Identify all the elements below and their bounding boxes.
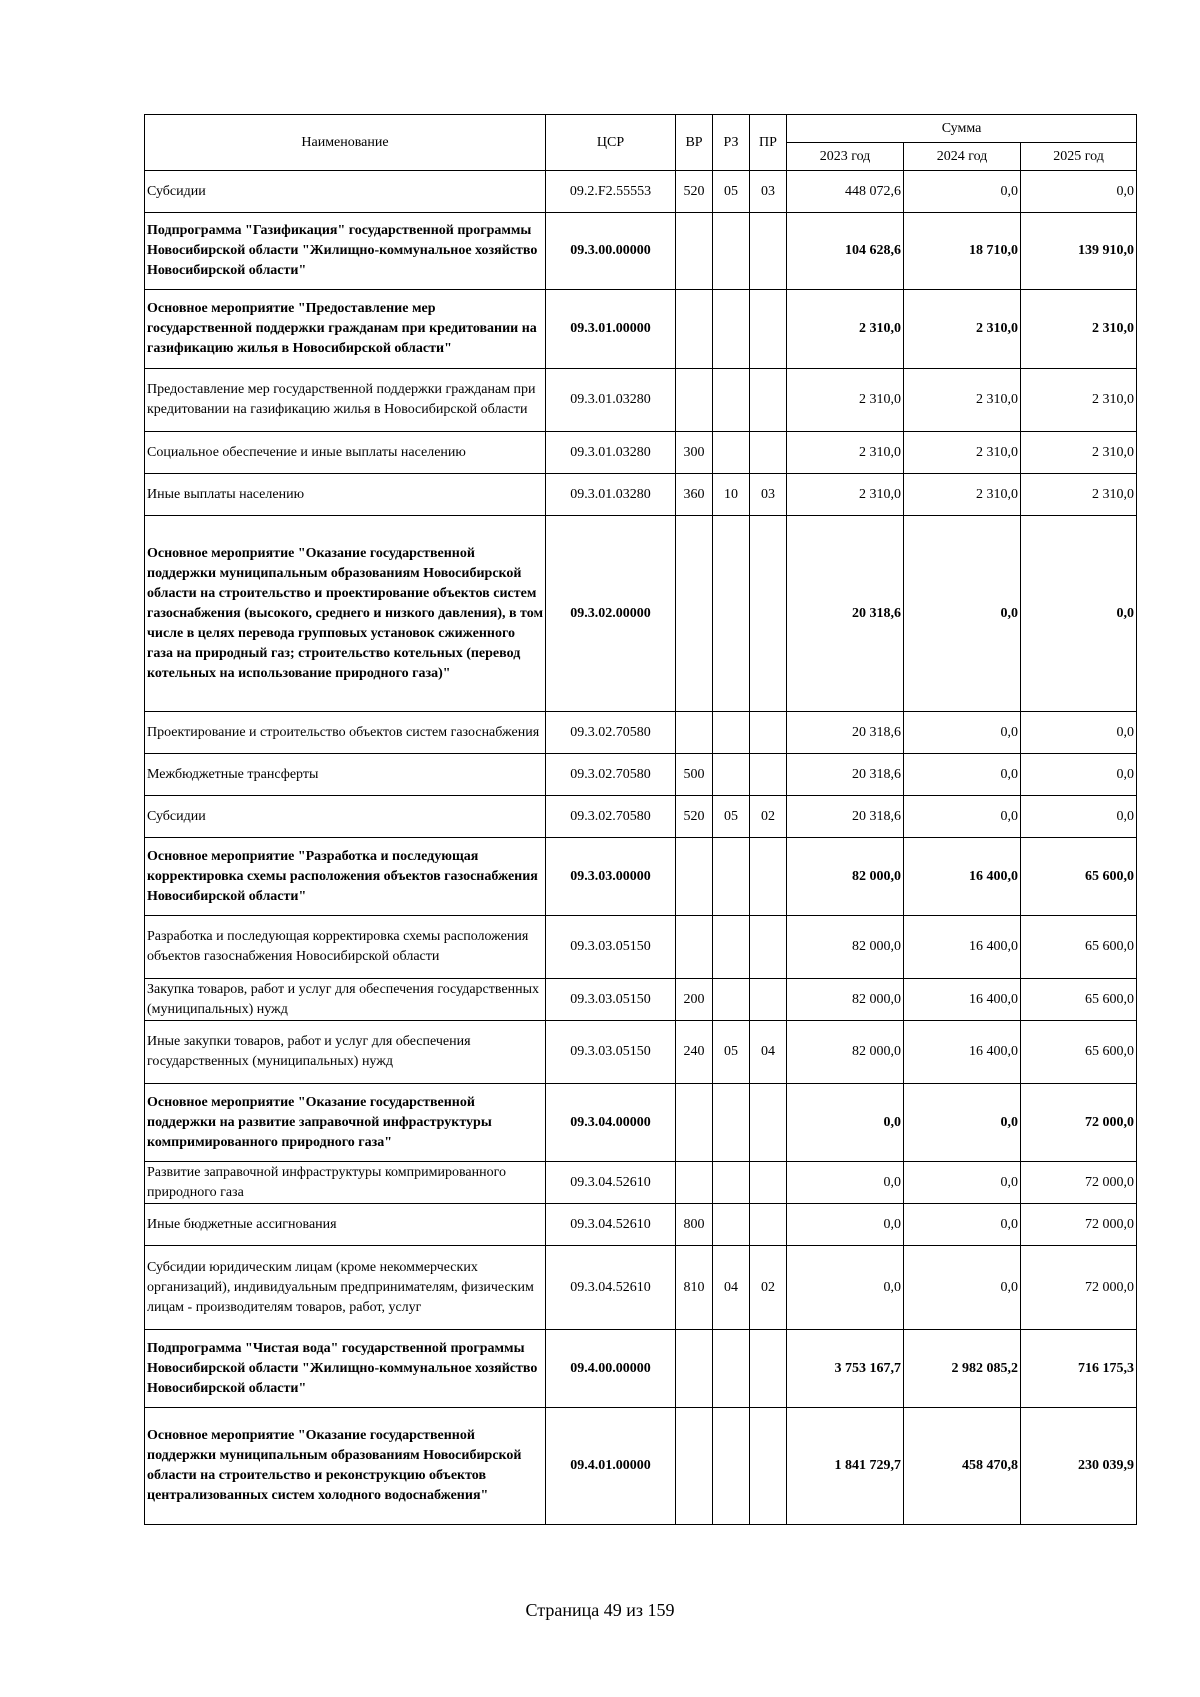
table-row: [145, 796, 1137, 838]
table-row: [145, 754, 1137, 796]
row-name: Проектирование и строительство объектов систем газоснабжения: [145, 712, 546, 754]
row-pr: [750, 838, 787, 916]
row-pr: [750, 1162, 787, 1204]
row-vr: [676, 1330, 713, 1408]
table-row: [145, 1162, 1137, 1204]
row-csr: 09.3.00.00000: [546, 213, 676, 290]
row-rz: [713, 1408, 750, 1525]
row-vr: [676, 290, 713, 369]
row-2025: 65 600,0: [1021, 979, 1137, 1021]
row-2023: 448 072,6: [787, 171, 904, 213]
row-2025: 139 910,0: [1021, 213, 1137, 290]
row-csr: 09.2.F2.55553: [546, 171, 676, 213]
row-name: Основное мероприятие "Оказание государственной поддержки на развитие заправочной инфраструктуры компримированного природного газа": [145, 1084, 546, 1162]
row-rz: [713, 979, 750, 1021]
row-csr: 09.3.03.00000: [546, 838, 676, 916]
row-pr: 03: [750, 474, 787, 516]
row-2025: 0,0: [1021, 516, 1137, 712]
row-2024: 2 310,0: [904, 474, 1021, 516]
row-2023: 0,0: [787, 1162, 904, 1204]
table-row: [145, 474, 1137, 516]
row-vr: 520: [676, 796, 713, 838]
row-vr: 240: [676, 1021, 713, 1084]
table-row: [145, 1084, 1137, 1162]
row-rz: 04: [713, 1246, 750, 1330]
row-name: Основное мероприятие "Оказание государственной поддержки муниципальным образованиям Новосибирской области на строительство и проектирование объектов систем газоснабжения (высокого, среднего и низкого давления), в том числе в целях перевода групповых установок сжиженного газа на природный газ; строительство котельных (перевод котельных на использование природного газа)": [145, 516, 546, 712]
table-row: [145, 1408, 1137, 1525]
row-rz: [713, 838, 750, 916]
row-2025: 72 000,0: [1021, 1162, 1137, 1204]
row-2025: 0,0: [1021, 796, 1137, 838]
table-row: [145, 838, 1137, 916]
row-pr: [750, 979, 787, 1021]
row-2024: 16 400,0: [904, 916, 1021, 979]
row-pr: [750, 432, 787, 474]
row-rz: [713, 213, 750, 290]
row-2025: 0,0: [1021, 712, 1137, 754]
row-2024: 16 400,0: [904, 1021, 1021, 1084]
row-2023: 0,0: [787, 1084, 904, 1162]
row-csr: 09.4.00.00000: [546, 1330, 676, 1408]
table-row: [145, 213, 1137, 290]
row-csr: 09.3.04.00000: [546, 1084, 676, 1162]
row-vr: [676, 1162, 713, 1204]
row-csr: 09.3.02.70580: [546, 796, 676, 838]
row-2023: 82 000,0: [787, 1021, 904, 1084]
col-header-name: Наименование: [145, 115, 546, 171]
row-name: Подпрограмма "Газификация" государственной программы Новосибирской области "Жилищно-коммунальное хозяйство Новосибирской области": [145, 213, 546, 290]
row-name: Иные бюджетные ассигнования: [145, 1204, 546, 1246]
row-2023: 2 310,0: [787, 432, 904, 474]
row-rz: [713, 1204, 750, 1246]
row-2023: 104 628,6: [787, 213, 904, 290]
row-2025: 72 000,0: [1021, 1204, 1137, 1246]
table-row: [145, 1204, 1137, 1246]
row-2024: 2 310,0: [904, 290, 1021, 369]
row-2025: 2 310,0: [1021, 369, 1137, 432]
col-header-2023: 2023 год: [787, 143, 904, 171]
row-csr: 09.3.01.03280: [546, 369, 676, 432]
row-rz: [713, 290, 750, 369]
row-name: Иные выплаты населению: [145, 474, 546, 516]
page-number: Страница 49 из 159: [525, 1600, 675, 1620]
row-pr: [750, 1204, 787, 1246]
row-2024: 0,0: [904, 754, 1021, 796]
row-2023: 20 318,6: [787, 796, 904, 838]
row-csr: 09.3.01.03280: [546, 432, 676, 474]
row-name: Закупка товаров, работ и услуг для обеспечения государственных (муниципальных) нужд: [145, 979, 546, 1021]
table-row: [145, 516, 1137, 712]
table-row: [145, 290, 1137, 369]
row-2023: 82 000,0: [787, 916, 904, 979]
row-pr: [750, 213, 787, 290]
row-2025: 2 310,0: [1021, 474, 1137, 516]
table-row: [145, 712, 1137, 754]
col-header-2024: 2024 год: [904, 143, 1021, 171]
row-2023: 2 310,0: [787, 474, 904, 516]
row-rz: 05: [713, 796, 750, 838]
row-pr: 02: [750, 796, 787, 838]
row-2024: 0,0: [904, 796, 1021, 838]
row-rz: [713, 916, 750, 979]
row-csr: 09.4.01.00000: [546, 1408, 676, 1525]
row-csr: 09.3.03.05150: [546, 1021, 676, 1084]
row-2025: 230 039,9: [1021, 1408, 1137, 1525]
col-header-2025: 2025 год: [1021, 143, 1137, 171]
row-rz: 05: [713, 1021, 750, 1084]
row-name: Социальное обеспечение и иные выплаты населению: [145, 432, 546, 474]
row-2024: 0,0: [904, 1204, 1021, 1246]
row-name: Основное мероприятие "Оказание государственной поддержки муниципальным образованиям Новосибирской области на строительство и реконструкцию объектов централизованных систем холодного водоснабжения": [145, 1408, 546, 1525]
row-name: Основное мероприятие "Разработка и последующая корректировка схемы расположения объектов газоснабжения Новосибирской области": [145, 838, 546, 916]
row-2024: 0,0: [904, 171, 1021, 213]
budget-table: [144, 114, 1137, 1525]
row-vr: [676, 712, 713, 754]
row-2023: 1 841 729,7: [787, 1408, 904, 1525]
row-2024: 0,0: [904, 1162, 1021, 1204]
row-rz: [713, 754, 750, 796]
row-name: Развитие заправочной инфраструктуры компримированного природного газа: [145, 1162, 546, 1204]
row-vr: 200: [676, 979, 713, 1021]
row-pr: 02: [750, 1246, 787, 1330]
row-2024: 2 982 085,2: [904, 1330, 1021, 1408]
row-2024: 16 400,0: [904, 979, 1021, 1021]
row-2023: 20 318,6: [787, 754, 904, 796]
row-pr: [750, 754, 787, 796]
row-2023: 3 753 167,7: [787, 1330, 904, 1408]
row-vr: 810: [676, 1246, 713, 1330]
row-rz: 05: [713, 171, 750, 213]
row-2023: 2 310,0: [787, 369, 904, 432]
row-rz: [713, 369, 750, 432]
row-name: Подпрограмма "Чистая вода" государственной программы Новосибирской области "Жилищно-коммунальное хозяйство Новосибирской области": [145, 1330, 546, 1408]
row-name: Субсидии: [145, 171, 546, 213]
row-csr: 09.3.04.52610: [546, 1246, 676, 1330]
row-name: Основное мероприятие "Предоставление мер государственной поддержки гражданам при кредитовании на газификацию жилья в Новосибирской области": [145, 290, 546, 369]
row-csr: 09.3.01.00000: [546, 290, 676, 369]
row-csr: 09.3.04.52610: [546, 1162, 676, 1204]
row-2024: 2 310,0: [904, 369, 1021, 432]
row-name: Субсидии юридическим лицам (кроме некоммерческих организаций), индивидуальным предпринимателям, физическим лицам - производителям товаров, работ, услуг: [145, 1246, 546, 1330]
col-header-pr: ПР: [750, 115, 787, 171]
col-header-sum: Сумма: [787, 115, 1137, 143]
row-pr: [750, 916, 787, 979]
row-2023: 20 318,6: [787, 712, 904, 754]
row-pr: [750, 290, 787, 369]
row-2025: 65 600,0: [1021, 1021, 1137, 1084]
row-rz: [713, 712, 750, 754]
row-rz: [713, 1162, 750, 1204]
row-vr: [676, 213, 713, 290]
row-2024: 0,0: [904, 1246, 1021, 1330]
row-vr: 520: [676, 171, 713, 213]
row-vr: [676, 369, 713, 432]
row-2024: 458 470,8: [904, 1408, 1021, 1525]
row-2023: 0,0: [787, 1246, 904, 1330]
table-row: [145, 432, 1137, 474]
row-name: Иные закупки товаров, работ и услуг для обеспечения государственных (муниципальных) нужд: [145, 1021, 546, 1084]
row-vr: [676, 838, 713, 916]
row-rz: [713, 1084, 750, 1162]
row-rz: [713, 432, 750, 474]
row-csr: 09.3.02.00000: [546, 516, 676, 712]
row-2024: 0,0: [904, 712, 1021, 754]
row-rz: [713, 1330, 750, 1408]
row-2023: 82 000,0: [787, 979, 904, 1021]
row-2025: 65 600,0: [1021, 838, 1137, 916]
row-csr: 09.3.02.70580: [546, 712, 676, 754]
row-pr: [750, 712, 787, 754]
row-rz: 10: [713, 474, 750, 516]
row-2024: 0,0: [904, 516, 1021, 712]
row-csr: 09.3.02.70580: [546, 754, 676, 796]
row-vr: 800: [676, 1204, 713, 1246]
row-2025: 72 000,0: [1021, 1246, 1137, 1330]
row-2025: 716 175,3: [1021, 1330, 1137, 1408]
row-2023: 0,0: [787, 1204, 904, 1246]
row-vr: [676, 916, 713, 979]
row-vr: [676, 516, 713, 712]
row-name: Межбюджетные трансферты: [145, 754, 546, 796]
row-csr: 09.3.03.05150: [546, 979, 676, 1021]
row-vr: 360: [676, 474, 713, 516]
row-2025: 0,0: [1021, 754, 1137, 796]
row-2025: 65 600,0: [1021, 916, 1137, 979]
table-row: [145, 171, 1137, 213]
row-pr: [750, 369, 787, 432]
row-pr: [750, 1084, 787, 1162]
row-2024: 18 710,0: [904, 213, 1021, 290]
table-row: [145, 916, 1137, 979]
row-pr: [750, 1330, 787, 1408]
row-pr: [750, 1408, 787, 1525]
row-name: Разработка и последующая корректировка схемы расположения объектов газоснабжения Новосибирской области: [145, 916, 546, 979]
header-row-1: [145, 115, 1137, 143]
row-2025: 2 310,0: [1021, 432, 1137, 474]
row-csr: 09.3.04.52610: [546, 1204, 676, 1246]
row-2025: 2 310,0: [1021, 290, 1137, 369]
table-row: [145, 1246, 1137, 1330]
row-2025: 0,0: [1021, 171, 1137, 213]
row-2024: 16 400,0: [904, 838, 1021, 916]
table-row: [145, 1021, 1137, 1084]
row-vr: 500: [676, 754, 713, 796]
row-2024: 0,0: [904, 1084, 1021, 1162]
row-2023: 20 318,6: [787, 516, 904, 712]
row-2024: 2 310,0: [904, 432, 1021, 474]
row-2023: 82 000,0: [787, 838, 904, 916]
table-row: [145, 369, 1137, 432]
table-row: [145, 1330, 1137, 1408]
row-rz: [713, 516, 750, 712]
row-csr: 09.3.01.03280: [546, 474, 676, 516]
table-row: [145, 979, 1137, 1021]
row-pr: [750, 516, 787, 712]
col-header-vr: ВР: [676, 115, 713, 171]
row-2023: 2 310,0: [787, 290, 904, 369]
row-csr: 09.3.03.05150: [546, 916, 676, 979]
row-vr: [676, 1084, 713, 1162]
row-name: Предоставление мер государственной поддержки гражданам при кредитовании на газификацию жилья в Новосибирской области: [145, 369, 546, 432]
row-name: Субсидии: [145, 796, 546, 838]
row-vr: [676, 1408, 713, 1525]
row-pr: 03: [750, 171, 787, 213]
row-pr: 04: [750, 1021, 787, 1084]
col-header-rz: РЗ: [713, 115, 750, 171]
row-2025: 72 000,0: [1021, 1084, 1137, 1162]
row-vr: 300: [676, 432, 713, 474]
col-header-csr: ЦСР: [546, 115, 676, 171]
